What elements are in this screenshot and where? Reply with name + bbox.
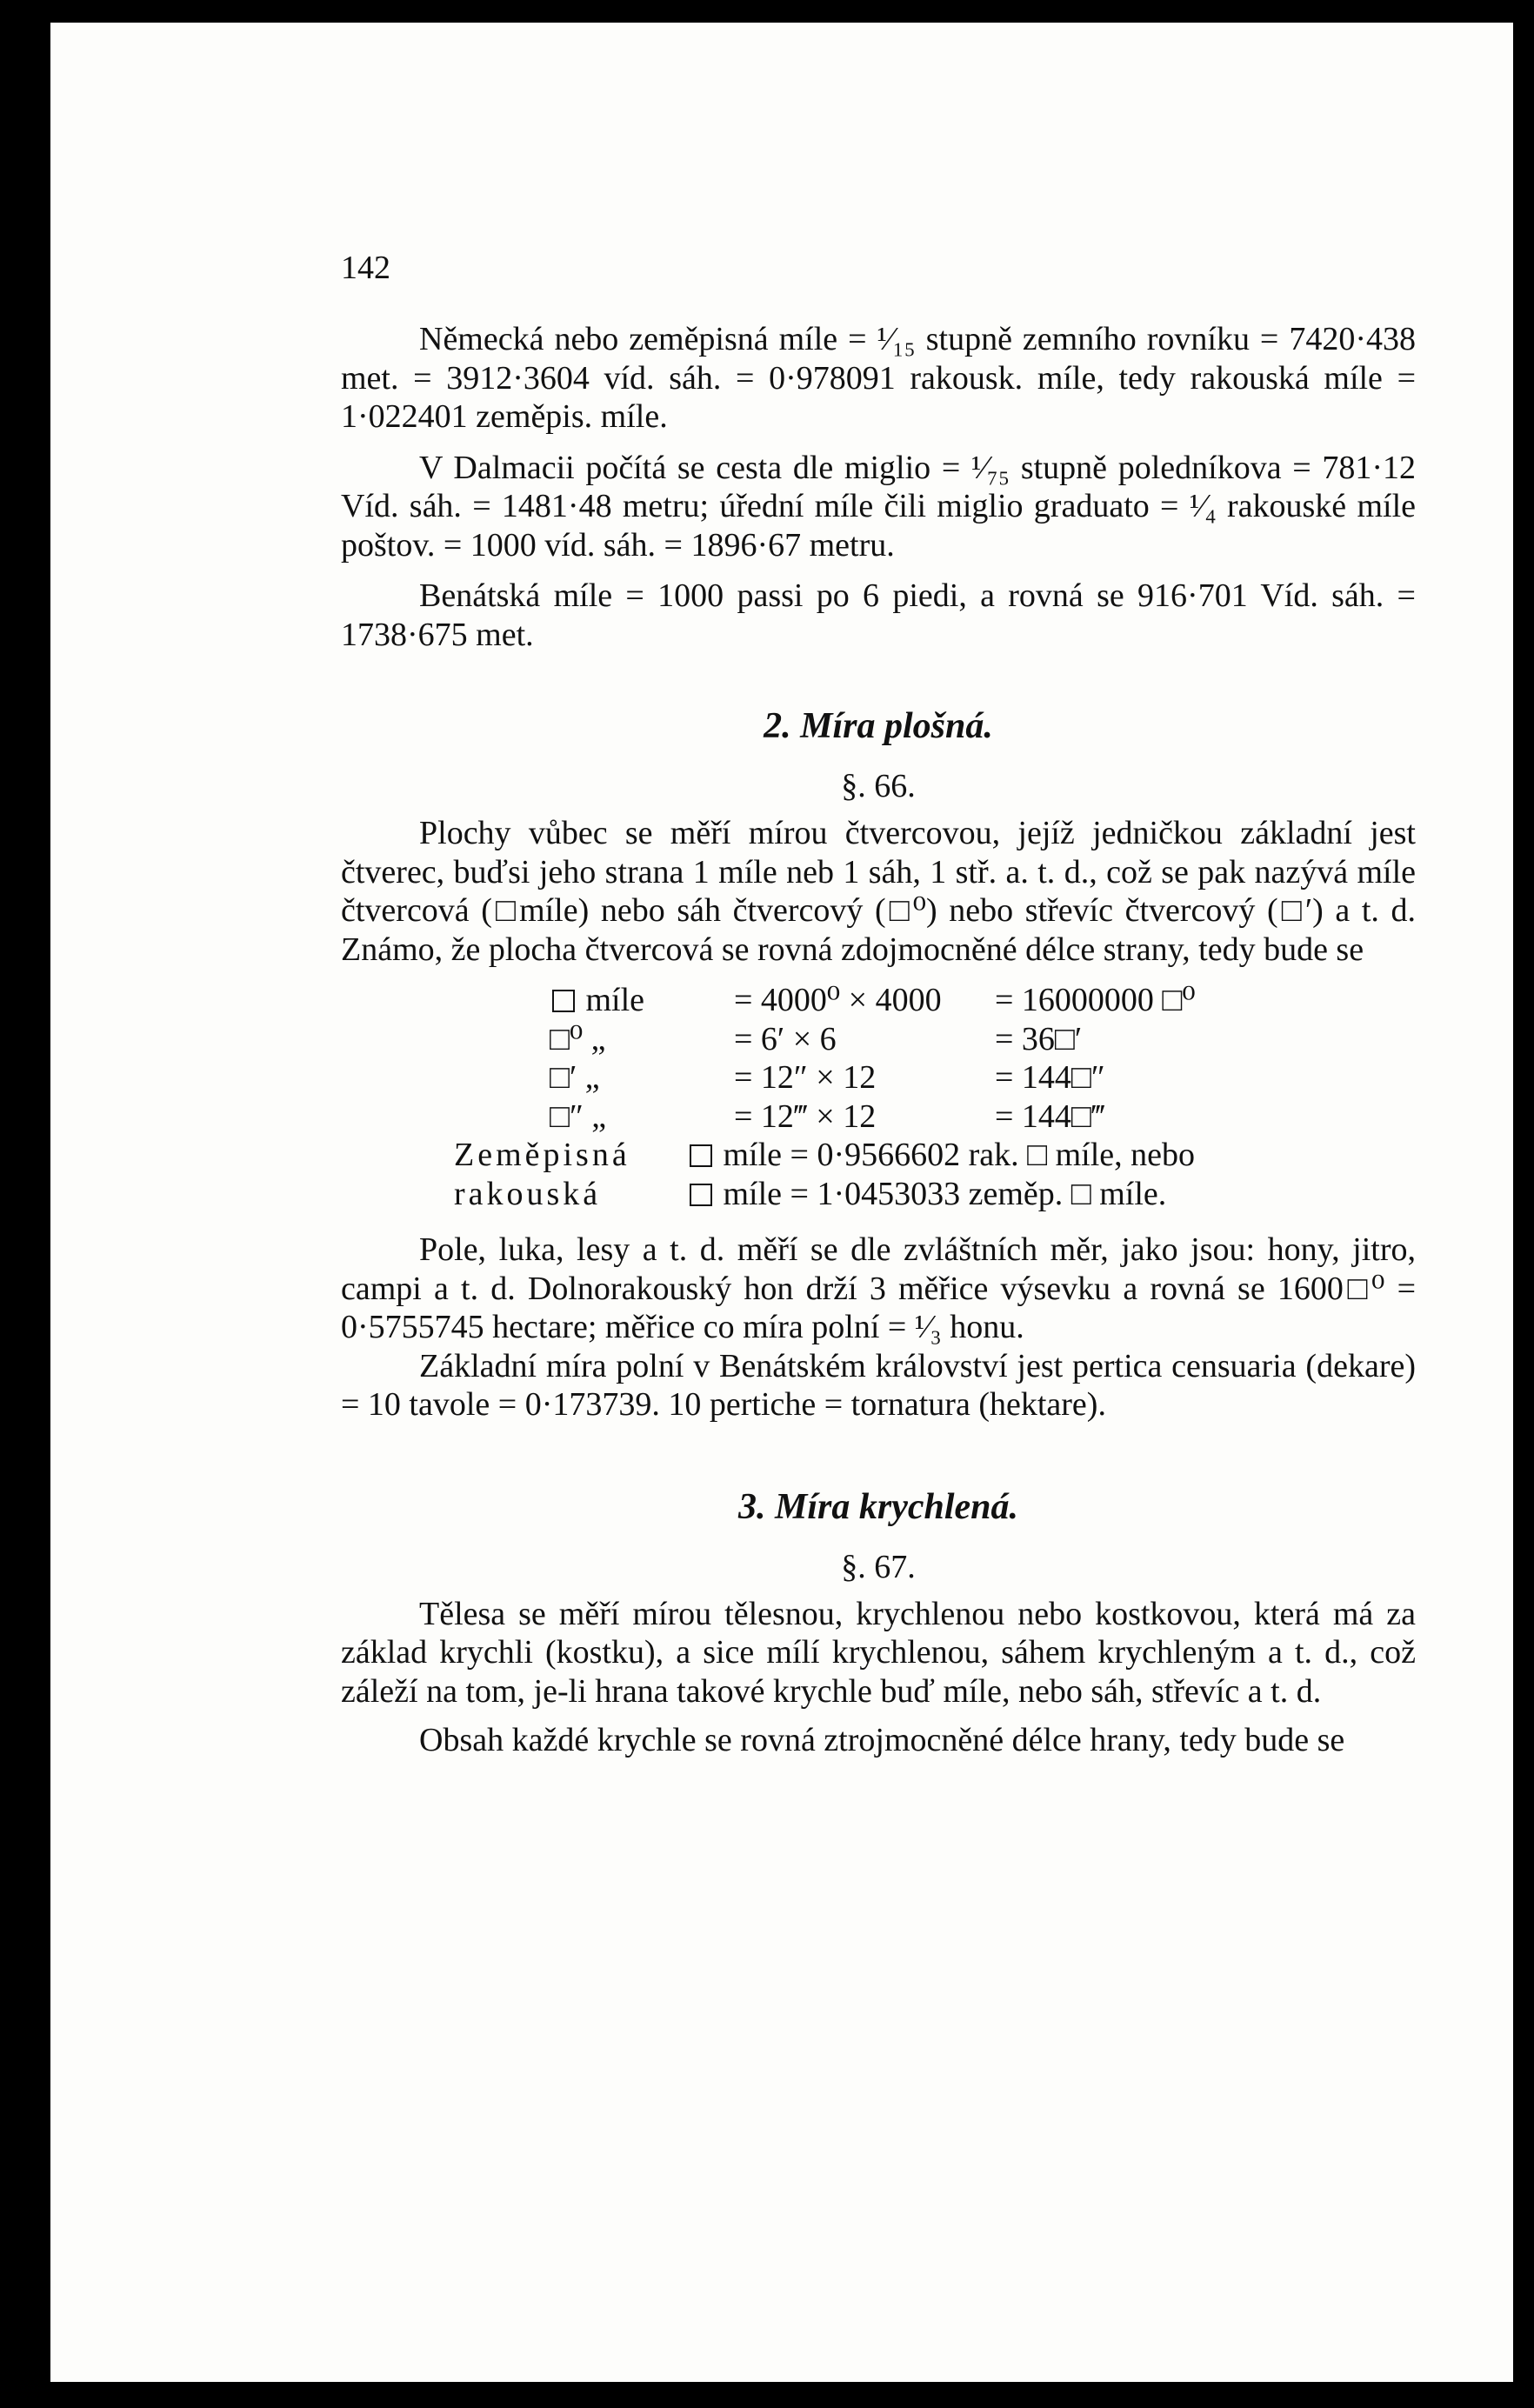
eq4-rhs: = 144□‴ [995,1097,1105,1135]
eq3-mid: = 12″ × 12 [734,1059,877,1096]
square-icon [690,1184,712,1206]
paragraph-number-66: §. 66. [841,768,916,804]
paragraph-dalmatia: V Dalmacii počítá se cesta dle miglio = ¹⁄₇₅ stupně poledníkova = 781·12 Víd. sáh. = 1481·48 metru; úřední míle čili miglio graduato = ¹⁄₄ rakouské míle poštov. = 1000 víd. sáh. = 1896·67 metru. [341,449,1416,564]
eq1-mid: = 4000⁰ × 4000 [734,982,942,1018]
section-title-cubic-measure: 3. Míra krychlená. [737,1486,1018,1527]
paragraph-german-mile: Německá nebo zeměpisná míle = ¹⁄₁₅ stupně zemního rovníku = 7420·438 met. = 3912·3604 víd. sáh. = 0·978091 rakousk. míle, tedy rakouská míle = 1·022401 zeměpis. míle. [341,321,1416,435]
eq4-lhs: □″ „ [550,1097,607,1135]
eq4-mid: = 12‴ × 12 [734,1097,877,1135]
eq1-lhs: míle [585,982,645,1018]
paragraph-venice-field: Základní míra polní v Benátském království jest pertica censuaria (dekare) = 10 tavole = 0·173739. 10 pertiche = tornatura (hektare). [341,1347,1416,1423]
equation-row-3 [341,1058,1416,1097]
eq2-mid: = 6′ × 6 [734,1020,837,1057]
square-icon [690,1144,712,1167]
page-number: 142 [341,250,390,286]
eq2-lhs: □⁰ „ [550,1020,606,1057]
paragraph-fields: Pole, luka, lesy a t. d. měří se dle zvláštních měr, jako jsou: hony, jitro, campi a t. d. Dolnorakouský hon drží 3 měřice výsevku a rovná se 1600□⁰ = 0·5755745 hectare; měřice co míra polní = ¹⁄₃ honu. [341,1231,1416,1345]
equation-row-6 [341,1175,1416,1214]
paragraph-solids: Tělesa se měří mírou tělesnou, krychlenou nebo kostkovou, která má za základ krychli (kostku), a sice mílí krychlenou, sáhem krychleným a t. d., což záleží na tom, je-li hrana takové krychle buď míle, nebo sáh, střevíc a t. d. [341,1595,1416,1710]
equation-row-2 [341,1020,1416,1059]
scanned-page [50,23,1513,2382]
eq6-text: míle = 1·0453033 zeměp. □ míle. [723,1175,1167,1212]
eq5-label: Zeměpisná [454,1137,630,1173]
eq5-text: míle = 0·9566602 rak. □ míle, nebo [723,1137,1196,1173]
eq3-lhs: □′ „ [550,1059,600,1096]
paragraph-venice-mile: Benátská míle = 1000 passi po 6 piedi, a rovná se 916·701 Víd. sáh. = 1738·675 met. [341,577,1416,653]
eq1-rhs: = 16000000 □⁰ [995,982,1196,1018]
square-icon [552,990,575,1012]
eq3-rhs: = 144□″ [995,1059,1105,1096]
equation-row-4 [341,1097,1416,1137]
paragraph-square-measure: Plochy vůbec se měří mírou čtvercovou, jejíž jedničkou základní jest čtverec, buďsi jeho strana 1 míle neb 1 sáh, 1 stř. a. t. d., což se pak nazývá míle čtvercová (□míle) nebo sáh čtvercový (□⁰) nebo střevíc čtvercový (□′) a t. d. Známo, že plocha čtvercová se rovná zdojmocněné délce strany, tedy bude se [341,815,1416,968]
page-content [341,250,1416,1760]
section-title-area-measure: 2. Míra plošná. [764,706,993,746]
equation-row-5 [341,1136,1416,1175]
equation-row-1 [341,981,1416,1020]
paragraph-cube-volume: Obsah každé krychle se rovná ztrojmocněné délce hrany, tedy bude se [419,1722,1345,1758]
eq2-rhs: = 36□′ [995,1020,1083,1057]
paragraph-number-67: §. 67. [841,1548,916,1585]
eq6-label: rakouská [454,1175,602,1212]
